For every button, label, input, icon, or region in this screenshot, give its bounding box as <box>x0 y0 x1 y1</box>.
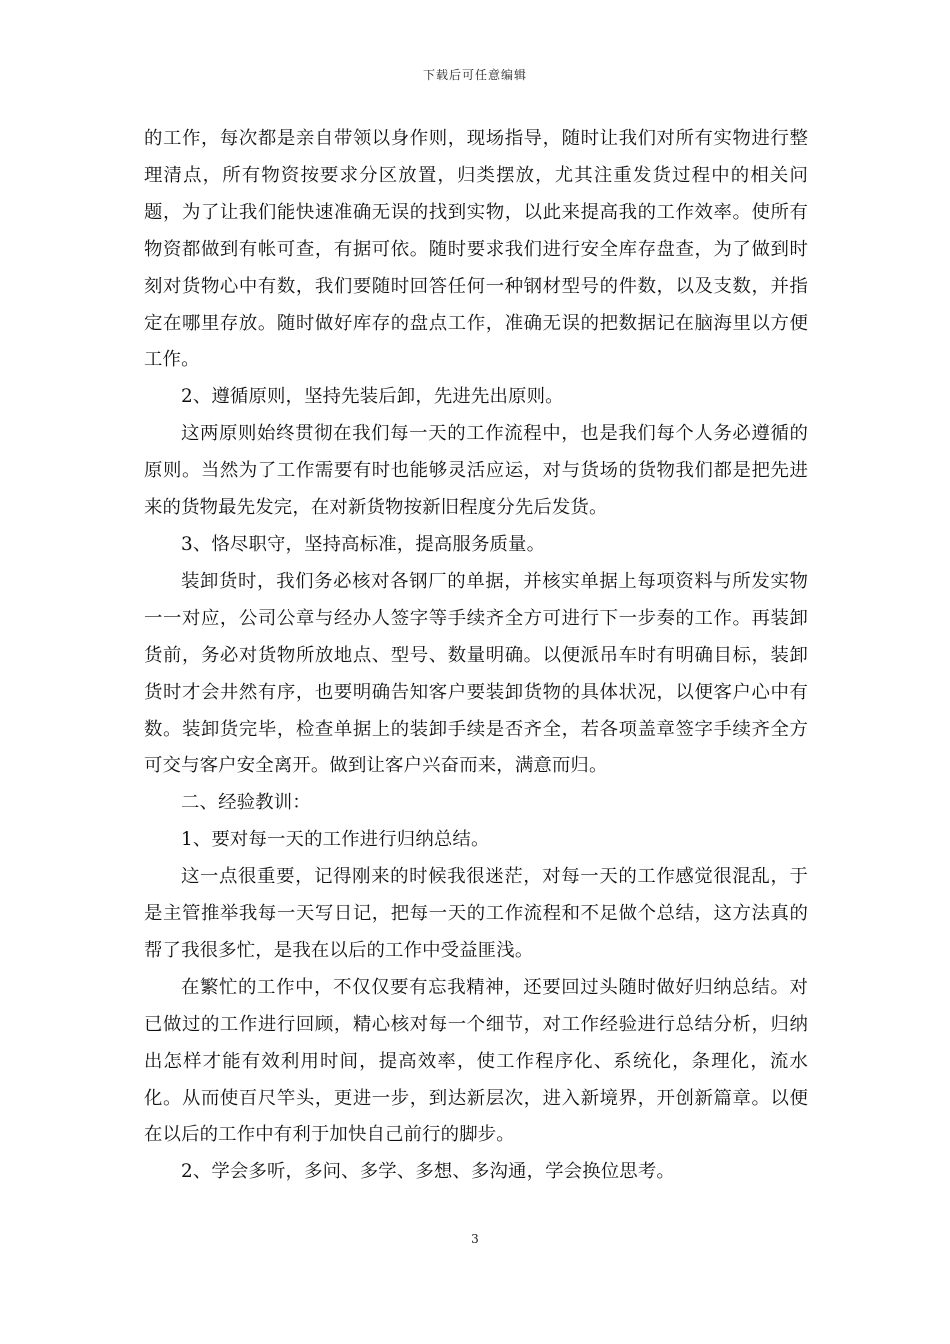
document-body <box>144 121 808 1191</box>
chapter-heading-lessons: 二、经验教训： <box>181 792 311 814</box>
page-number: 3 <box>471 1232 479 1246</box>
section-heading-1: 1、要对每一天的工作进行归纳总结。 <box>181 829 490 851</box>
section-heading-2b: 2、学会多听，多问、多学、多想、多沟通，学会换位思考。 <box>181 1161 675 1183</box>
section-heading-3: 3、恪尽职守，坚持高标准，提高服务质量。 <box>181 533 546 555</box>
page-header-note: 下载后可任意编辑 <box>422 68 527 82</box>
paragraph-continued: 的工作，每次都是亲自带领以身作则，现场指导，随时让我们对所有实物进行整理清点，所有物资按要求分区放置，归类摆放，尤其注重发货过程中的相关问题，为了让我们能快速准确无误的找到实物，以此来提高我的工作效率。使所有物资都做到有帐可查，有据可依。随时要求我们进行安全库存盘查，为了做到时刻对货物心中有数，我们要随时回答任何一种钢材型号的件数，以及支数，并指定在哪里存放。随时做好库存的盘点工作，准确无误的把数据记在脑海里以方便工作。 <box>144 128 808 371</box>
paragraph: 这两原则始终贯彻在我们每一天的工作流程中，也是我们每个人务必遵循的原则。当然为了工作需要有时也能够灵活应运，对与货场的货物我们都是把先进来的货物最先发完，在对新货物按新旧程度分先后发货。 <box>144 423 808 519</box>
section-heading-2: 2、遵循原则，坚持先装后卸，先进先出原则。 <box>181 386 564 408</box>
paragraph: 装卸货时，我们务必核对各钢厂的单据，并核实单据上每项资料与所发实物一一对应，公司公章与经办人签字等手续齐全方可进行下一步奏的工作。再装卸货前，务必对货物所放地点、型号、数量明确。以便派吊车时有明确目标，装卸货时才会井然有序，也要明确告知客户要装卸货物的具体状况，以便客户心中有数。装卸货完毕，检查单据上的装卸手续是否齐全，若各项盖章签字手续齐全方可交与客户安全离开。做到让客户兴奋而来，满意而归。 <box>144 570 808 777</box>
paragraph: 在繁忙的工作中，不仅仅要有忘我精神，还要回过头随时做好归纳总结。对已做过的工作进行回顾，精心核对每一个细节，对工作经验进行总结分析，归纳出怎样才能有效利用时间，提高效率，使工作程序化、系统化，条理化，流水化。从而使百尺竿头，更进一步，到达新层次，进入新境界，开创新篇章。以便在以后的工作中有利于加快自己前行的脚步。 <box>144 976 808 1146</box>
paragraph: 这一点很重要，记得刚来的时候我很迷茫，对每一天的工作感觉很混乱，于是主管推举我每一天写日记，把每一天的工作流程和不足做个总结，这方法真的帮了我很多忙，是我在以后的工作中受益匪浅。 <box>144 866 808 961</box>
